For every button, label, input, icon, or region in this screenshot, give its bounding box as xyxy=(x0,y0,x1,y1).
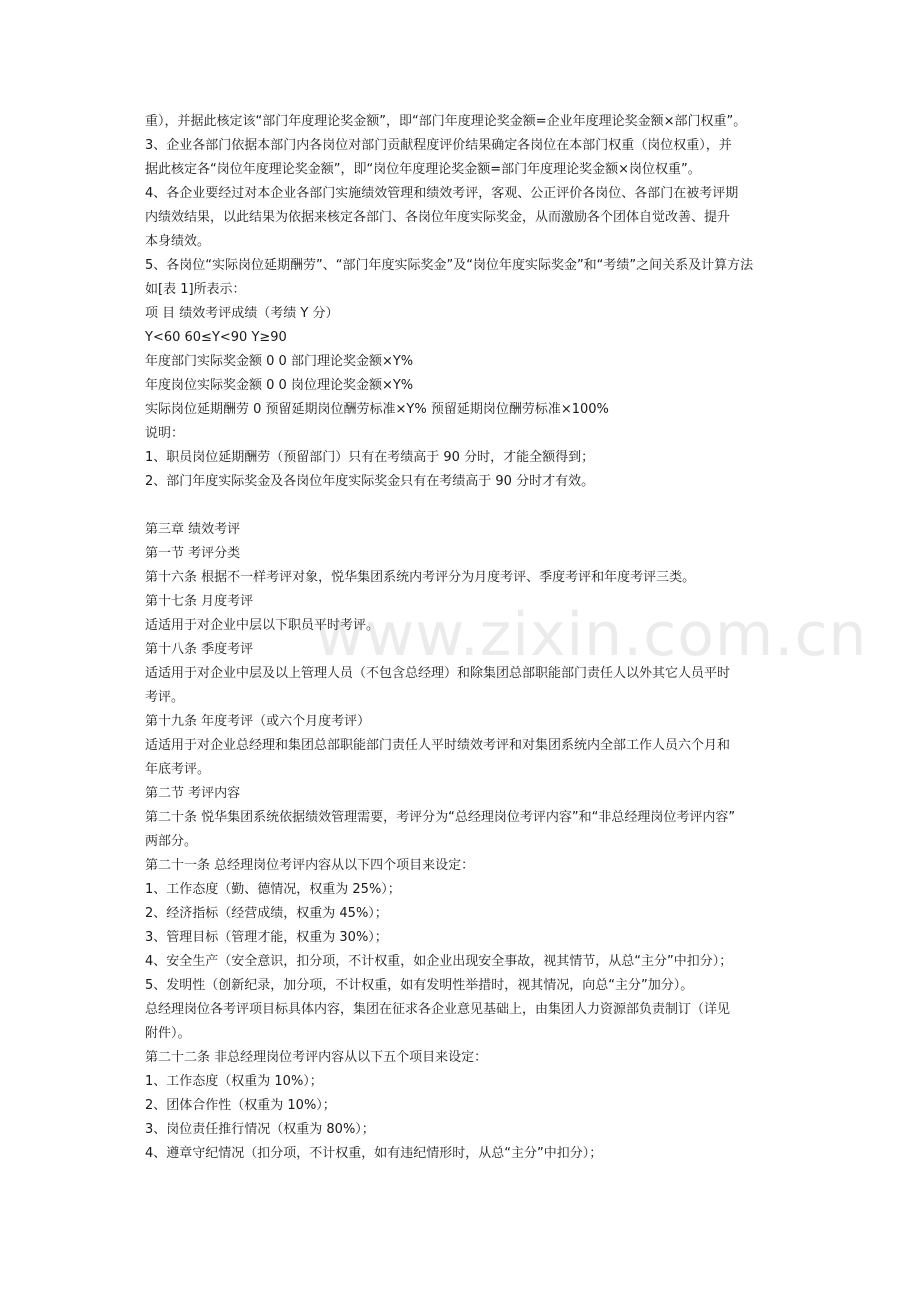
text-line: 2、经济指标（经营成绩，权重为 45%）； xyxy=(145,906,388,921)
text-line: 适适用于对企业中层及以上管理人员（不包含总经理）和除集团总部职能部门责任人以外其它人员平时 xyxy=(145,666,731,681)
text-line: 4、遵章守纪情况（扣分项，不计权重，如有违纪情形时，从总“主分”中扣分）； xyxy=(145,1146,603,1161)
text-line: 内绩效结果，以此结果为依据来核定各部门、各岗位年度实际奖金，从而激励各个团体自觉改善、提升 xyxy=(145,210,731,225)
text-line: 第二十一条 总经理岗位考评内容从以下四个项目来设定： xyxy=(145,858,475,873)
text-line: 如[表 1]所表示： xyxy=(145,282,246,297)
text-line: 附件）。 xyxy=(145,1026,191,1041)
blank-line xyxy=(145,494,785,518)
text-line: 两部分。 xyxy=(145,834,198,849)
text-line: Y<60 60≤Y<90 Y≥90 xyxy=(145,330,287,345)
text-line: 第十九条 年度考评（或六个月度考评） xyxy=(145,714,371,729)
text-line: 第十六条 根据不一样考评对象，悦华集团系统内考评分为月度考评、季度考评和年度考评三类。 xyxy=(145,570,696,585)
text-line: 考评。 xyxy=(145,690,185,705)
text-line: 据此核定各“岗位年度理论奖金额”，即“岗位年度理论奖金额=部门年度理论奖金额×岗位权重”。 xyxy=(145,162,701,177)
text-line: 重），并据此核定该“部门年度理论奖金额”，即“部门年度理论奖金额=企业年度理论奖金额×部门权重”。 xyxy=(145,114,747,129)
text-line: 4、各企业要经过对本企业各部门实施绩效管理和绩效考评，客观、公正评价各岗位、各部门在被考评期 xyxy=(145,186,739,201)
text-line: 说明： xyxy=(145,426,185,441)
text-line: 3、管理目标（管理才能，权重为 30%）； xyxy=(145,930,388,945)
text-line: 3、岗位责任推行情况（权重为 80%）； xyxy=(145,1122,375,1137)
text-line: 第十八条 季度考评 xyxy=(145,642,254,657)
section-bonus-rules xyxy=(145,110,785,494)
text-line: 第三章 绩效考评 xyxy=(145,522,241,537)
text-line: 第一节 考评分类 xyxy=(145,546,241,561)
text-line: 年底考评。 xyxy=(145,762,211,777)
text-line: 1、工作态度（勤、德情况，权重为 25%）； xyxy=(145,882,401,897)
text-line: 4、安全生产（安全意识，扣分项，不计权重，如企业出现安全事故，视其情节，从总“主分”中扣分）； xyxy=(145,954,733,969)
text-line: 适适用于对企业总经理和集团总部职能部门责任人平时绩效考评和对集团系统内全部工作人员六个月和 xyxy=(145,738,731,753)
text-line: 实际岗位延期酬劳 0 预留延期岗位酬劳标准×Y% 预留延期岗位酬劳标准×100% xyxy=(145,402,609,417)
text-line: 第二十条 悦华集团系统依据绩效管理需要，考评分为“总经理岗位考评内容”和“非总经理岗位考评内容” xyxy=(145,810,736,825)
section-chapter-three xyxy=(145,518,785,1166)
document-page xyxy=(145,110,785,1166)
text-line: 3、企业各部门依据本部门内各岗位对部门贡献程度评价结果确定各岗位在本部门权重（岗位权重），并 xyxy=(145,138,732,153)
text-line: 1、工作态度（权重为 10%）； xyxy=(145,1074,323,1089)
text-line: 5、发明性（创新纪录，加分项，不计权重，如有发明性举措时，视其情况，向总“主分”加分）。 xyxy=(145,978,694,993)
text-line: 总经理岗位各考评项目标具体内容，集团在征求各企业意见基础上，由集团人力资源部负责制订（详见 xyxy=(145,1002,731,1017)
text-line: 第二节 考评内容 xyxy=(145,786,241,801)
watermark: www.zixin.com.cn xyxy=(315,600,868,670)
text-line: 项 目 绩效考评成绩（考绩 Y 分） xyxy=(145,306,339,321)
text-line: 5、各岗位“实际岗位延期酬劳”、“部门年度实际奖金”及“岗位年度实际奖金”和“考绩”之间关系及计算方法 xyxy=(145,258,754,273)
text-line: 第十七条 月度考评 xyxy=(145,594,254,609)
text-line: 1、职员岗位延期酬劳（预留部门）只有在考绩高于 90 分时，才能全额得到； xyxy=(145,450,595,465)
text-line: 第二十二条 非总经理岗位考评内容从以下五个项目来设定： xyxy=(145,1050,488,1065)
text-line: 本身绩效。 xyxy=(145,234,211,249)
text-line: 2、部门年度实际奖金及各岗位年度实际奖金只有在考绩高于 90 分时才有效。 xyxy=(145,474,595,489)
text-line: 2、团体合作性（权重为 10%）； xyxy=(145,1098,336,1113)
text-line: 年度岗位实际奖金额 0 0 岗位理论奖金额×Y% xyxy=(145,378,414,393)
text-line: 适适用于对企业中层以下职员平时考评。 xyxy=(145,618,380,633)
text-line: 年度部门实际奖金额 0 0 部门理论奖金额×Y% xyxy=(145,354,414,369)
